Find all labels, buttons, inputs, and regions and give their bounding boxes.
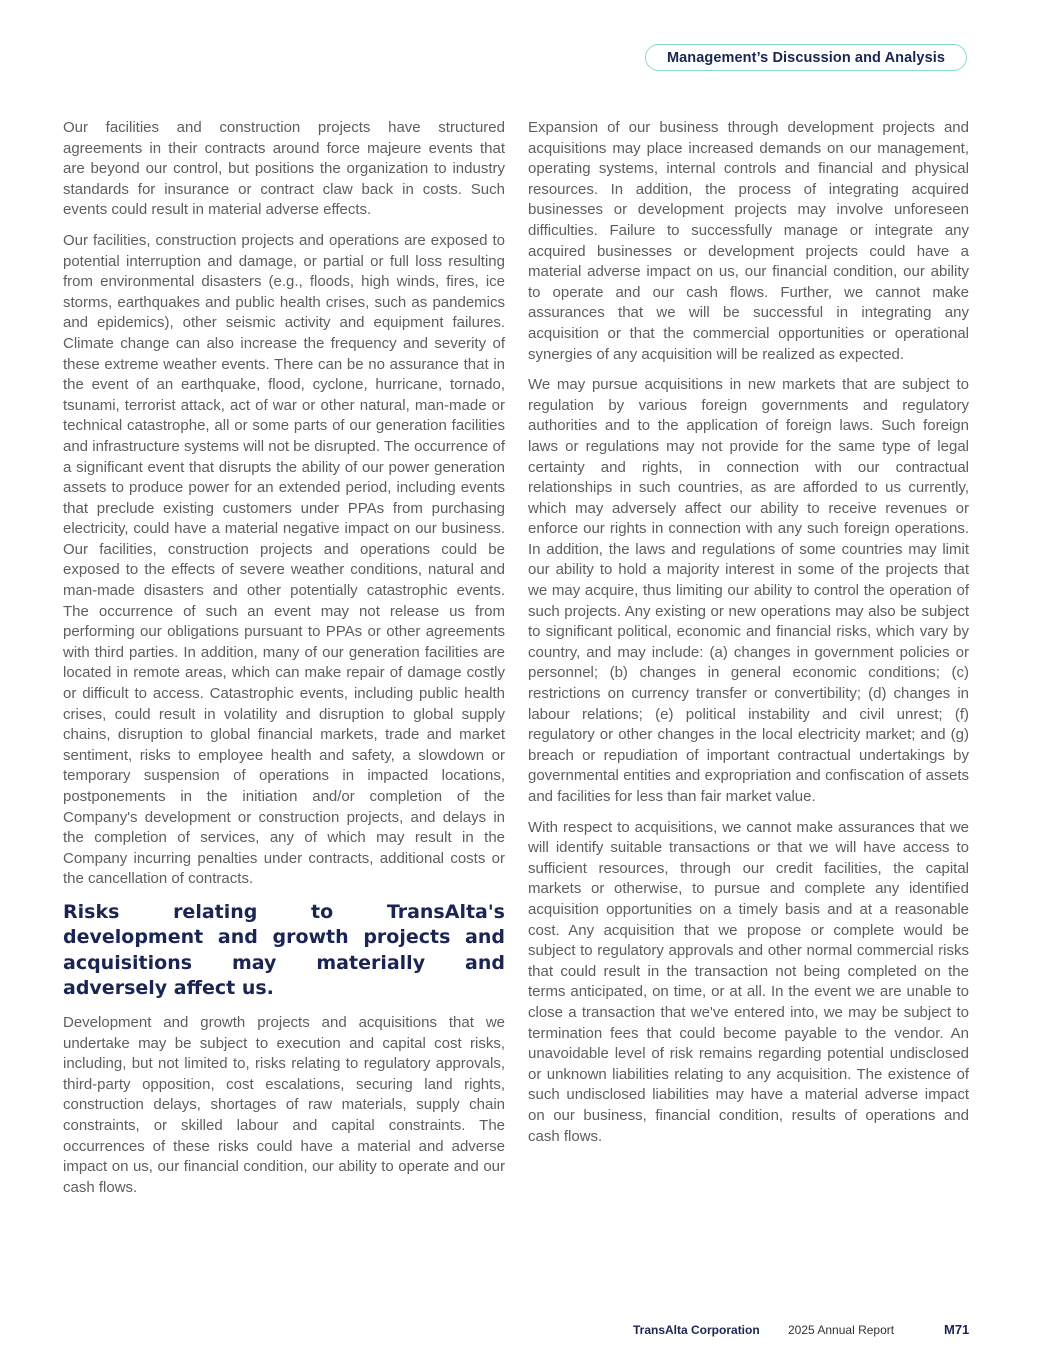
left-column [63, 118, 505, 1208]
right-paragraph-1: Expansion of our business through development projects and acquisitions may place increased demands on our management, operating systems, internal controls and financial and physical resources. In addition, the process of integrating acquired businesses or development projects may involve unforeseen difficulties. Failure to successfully manage or integrate any acquired businesses or development projects could have a material adverse impact on us, our financial condition, our ability to operate and our cash flows. Further, we cannot make assurances that we will be successful in integrating any acquisition or that the commercial opportunities or operational synergies of any acquisition will be realized as expected. [528, 119, 969, 363]
left-paragraph-3: Development and growth projects and acquisitions that we undertake may be subject to execution and capital cost risks, including, but not limited to, risks relating to regulatory approvals, third-party opposition, cost escalations, securing land rights, construction delays, shortages of raw materials, supply chain constraints, or skilled labour and capital constraints. The occurrences of these risks could have a material and adverse impact on us, our financial condition, our ability to operate and our cash flows. [63, 1013, 505, 1196]
section-label: Management’s Discussion and Analysis [645, 44, 967, 71]
right-column [528, 118, 969, 1157]
section-heading: Risks relating to TransAlta's development and growth projects and acquisitions may materially and adversely affect us. [63, 900, 505, 1000]
footer-report-title: 2025 Annual Report [788, 1323, 895, 1337]
right-paragraph-2: We may pursue acquisitions in new markets that are subject to regulation by various foreign governments and regulatory authorities and to the application of foreign laws. Such foreign laws or regulations may not provide for the same type of legal certainty and rights, in connection with our contractual relationships in such countries, as are afforded to us currently, which may adversely affect our ability to receive revenues or enforce our rights in connection with any such foreign operations. In addition, the laws and regulations of some countries may limit our ability to hold a majority interest in some of the projects that we may acquire, thus limiting our ability to control the operation of such projects. Any existing or new operations may also be subject to significant political, economic and financial risks, which vary by country, and may include: (a) changes in government policies or personnel; (b) changes in general economic conditions; (c) restrictions on currency transfer or convertibility; (d) changes in labour relations; (e) political instability and civil unrest; (f) regulatory or other changes in the local electricity market; and (g) breach or repudiation of important contractual undertakings by governmental entities and expropriation and confiscation of assets and facilities for less than fair market value. [528, 376, 969, 805]
left-paragraph-1: Our facilities and construction projects have structured agreements in their contracts around force majeure events that are beyond our control, but positions the organization to industry standards for insurance or contract claw back in costs. Such events could result in material adverse effects. [63, 119, 505, 219]
page-number: M71 [944, 1322, 970, 1337]
right-paragraph-3: With respect to acquisitions, we cannot make assurances that we will identify suitable transactions or that we will have access to sufficient resources, through our credit facilities, the capital markets or otherwise, to pursue and complete any identified acquisition opportunities on a timely basis and at a reasonable cost. Any acquisition that we propose or complete would be subject to regulatory approvals and other normal commercial risks that could result in the transaction not being completed on the terms anticipated, on time, or at all. In the event we are unable to close a transaction that we've entered into, we may be subject to termination fees that could become payable to the vendor. An unavoidable level of risk remains regarding potential undisclosed or unknown liabilities relating to any acquisition. The existence of such undisclosed liabilities may have a material adverse impact on our business, financial condition, results of operations and cash flows. [528, 818, 969, 1145]
footer-company: TransAlta Corporation [633, 1323, 760, 1337]
left-paragraph-2: Our facilities, construction projects and operations are exposed to potential interruption and damage, or partial or full loss resulting from environmental disasters (e.g., floods, high winds, fires, ice storms, earthquakes and public health crises, such as pandemics and epidemics), other seismic activity and equipment failures. Climate change can also increase the frequency and severity of these extreme weather events. There can be no assurance that in the event of an earthquake, flood, cyclone, hurricane, tornado, tsunami, terrorist attack, act of war or other natural, man-made or technical catastrophe, all or some parts of our generation facilities and infrastructure systems will not be disrupted. The occurrence of a significant event that disrupts the ability of our power generation assets to produce power for an extended period, including events that preclude existing customers under PPAs from purchasing electricity, could have a material negative impact on our business. Our facilities, construction projects and operations could be exposed to the effects of severe weather conditions, natural and man-made disasters and other potentially catastrophic events. The occurrence of such an event may not release us from performing our obligations pursuant to PPAs or other agreements with third parties. In addition, many of our generation facilities are located in remote areas, which can make repair of damage costly or difficult to access. Catastrophic events, including public health crises, could result in volatility and disruption to global supply chains, disruption to global financial markets, trade and market sentiment, risks to employee health and safety, a slowdown or temporary suspension of operations in impacted locations, postponements in the initiation and/or completion of the Company's development or construction projects, and delays in the completion of services, any of which may result in the Company incurring penalties under contracts, additional costs or the cancellation of contracts. [63, 231, 505, 888]
